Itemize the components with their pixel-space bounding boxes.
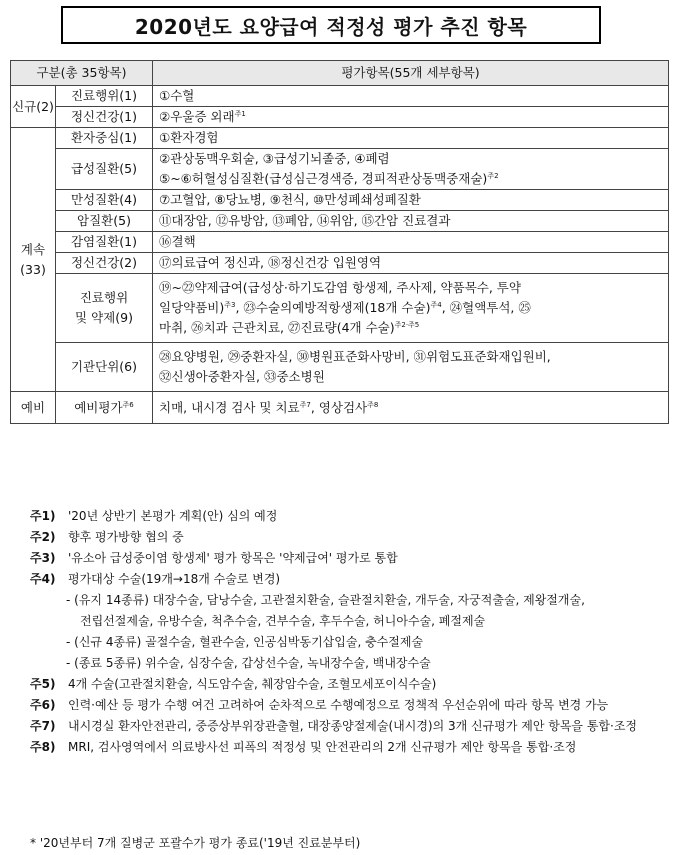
title-box — [61, 6, 601, 44]
items-cell: ⑪대장암, ⑫유방암, ⑬폐암, ⑭위암, ⑮간암 진료결과 — [153, 211, 669, 232]
table-row — [11, 392, 669, 424]
table-row — [11, 211, 669, 232]
table-row — [11, 190, 669, 211]
table-row — [11, 274, 669, 343]
subcategory: 급성질환(5) — [56, 149, 153, 190]
footnote: 주5) 4개 수술(고관절치환술, 식도암수술, 췌장암수술, 조혈모세포이식수술) — [30, 677, 437, 691]
subcategory: 기관단위(6) — [56, 343, 153, 392]
footnote-subitem: - (신규 4종류) 골절수술, 혈관수술, 인공심박동기삽입술, 충수절제술 — [66, 635, 424, 649]
footnote: 주2) 향후 평가방향 협의 중 — [30, 530, 184, 544]
footnote-subitem: - (종료 5종류) 위수술, 심장수술, 갑상선수술, 녹내장수술, 백내장수술 — [66, 656, 431, 670]
table-row — [11, 128, 669, 149]
items-cell: ⑲~㉒약제급여(급성상·하기도감염 항생제, 주사제, 약품목수, 투약 일당약품비)$^{주3}$, ㉓수술의예방적항생제(18개 수술)$^{주4}$, ㉔혈액투석, ㉕ 마취, ㉖치과 근관치료, ㉗진료량(4개 수술)$^{주2\cdot 주5}$ — [153, 274, 669, 343]
table-row — [11, 253, 669, 274]
category-reserve: 예비 — [11, 392, 56, 424]
category-continued: 계속 (33) — [11, 128, 56, 392]
subcategory: 환자중심(1) — [56, 128, 153, 149]
footer-note: * '20년부터 7개 질병군 포괄수가 평가 종료('19년 진료분부터) — [30, 836, 361, 850]
table-row — [11, 232, 669, 253]
page-title: 2020년도 요양급여 적정성 평가 추진 항목 — [134, 14, 528, 39]
items-cell: ②우울증 외래$^{주1}$ — [153, 107, 669, 128]
items-cell: ⑯결핵 — [153, 232, 669, 253]
table-row — [11, 86, 669, 107]
footnote: 주3) '유소아 급성중이염 항생제' 평가 항목은 '약제급여' 평가로 통합 — [30, 551, 398, 565]
items-cell: ②관상동맥우회술, ③급성기뇌졸중, ④폐렴 ⑤~⑥허혈성심질환(급성심근경색증, 경피적관상동맥중재술)$^{주2}$ — [153, 149, 669, 190]
footnote: 주4) 평가대상 수술(19개→18개 수술로 변경) — [30, 572, 281, 586]
subcategory: 진료행위(1) — [56, 86, 153, 107]
category-new: 신규(2) — [11, 86, 56, 128]
items-cell: ⑦고혈압, ⑧당뇨병, ⑨천식, ⑩만성폐쇄성폐질환 — [153, 190, 669, 211]
subcategory: 만성질환(4) — [56, 190, 153, 211]
header-category: 구분(총 35항목) — [11, 61, 153, 86]
footnotes — [30, 506, 650, 758]
subcategory: 정신건강(1) — [56, 107, 153, 128]
subcategory: 정신건강(2) — [56, 253, 153, 274]
table-row — [11, 343, 669, 392]
items-cell: 치매, 내시경 검사 및 치료$^{주7}$, 영상검사$^{주8}$ — [153, 392, 669, 424]
footnote-subitem: 전립선절제술, 유방수술, 척추수술, 견부수술, 후두수술, 허니아수술, 폐절제술 — [80, 614, 486, 628]
subcategory: 예비평가$^{주6}$ — [56, 392, 153, 424]
footnote: 주1) '20년 상반기 본평가 계획(안) 심의 예정 — [30, 509, 278, 523]
header-items: 평가항목(55개 세부항목) — [153, 61, 669, 86]
subcategory: 감염질환(1) — [56, 232, 153, 253]
table-row — [11, 107, 669, 128]
items-cell: ①수혈 — [153, 86, 669, 107]
items-cell: ⑰의료급여 정신과, ⑱정신건강 입원영역 — [153, 253, 669, 274]
table-header-row — [11, 61, 669, 86]
subcategory: 암질환(5) — [56, 211, 153, 232]
items-cell: ①환자경험 — [153, 128, 669, 149]
footnote-subitem: - (유지 14종류) 대장수술, 담낭수술, 고관절치환술, 슬관절치환술, 개두술, 자궁적출술, 제왕절개술, — [66, 593, 585, 607]
items-cell: ㉘요양병원, ㉙중환자실, ㉚병원표준화사망비, ㉛위험도표준화재입원비, ㉜신생아중환자실, ㉝중소병원 — [153, 343, 669, 392]
table-row — [11, 149, 669, 190]
footnote: 주6) 인력·예산 등 평가 수행 여건 고려하여 순차적으로 수행예정으로 정책적 우선순위에 따라 항목 변경 가능 — [30, 698, 609, 712]
evaluation-table — [10, 60, 669, 424]
subcategory: 진료행위 및 약제(9) — [56, 274, 153, 343]
footnote: 주7) 내시경실 환자안전관리, 중증상부위장관출혈, 대장종양절제술(내시경)의 3개 신규평가 제안 항목을 통합·조정 — [30, 719, 638, 733]
footnote: 주8) MRI, 검사영역에서 의료방사선 피폭의 적정성 및 안전관리의 2개 신규평가 제안 항목을 통합·조정 — [30, 740, 577, 754]
